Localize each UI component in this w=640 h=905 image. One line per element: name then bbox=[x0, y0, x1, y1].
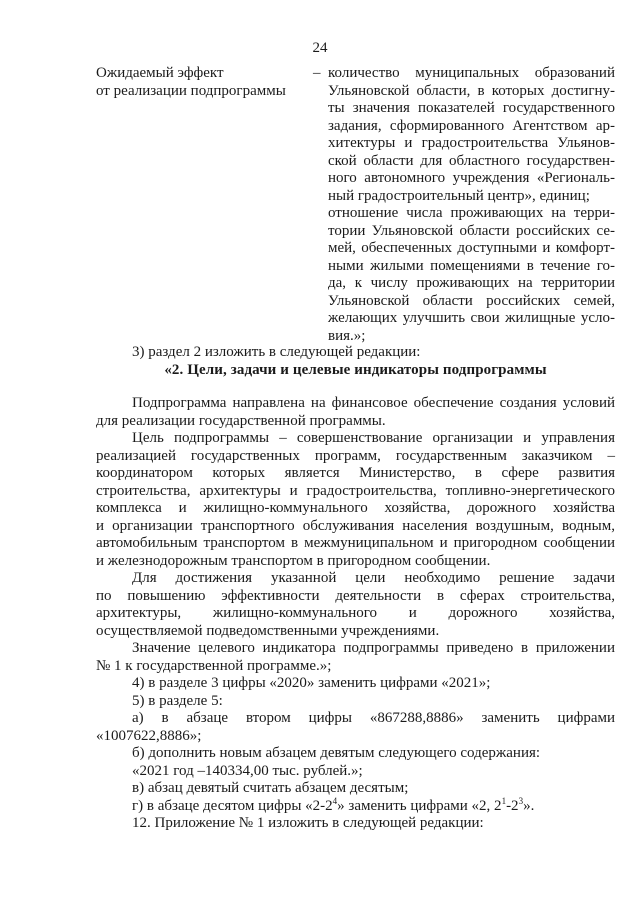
effect-line: отношение числа проживающих на терри- bbox=[328, 205, 615, 221]
effect-line: ными жилыми помещениями в течение го- bbox=[328, 257, 615, 274]
effect-line: да, к числу проживающих на территории bbox=[328, 275, 615, 291]
item-12: 12. Приложение № 1 изложить в следующей редакции: bbox=[132, 815, 484, 831]
paragraph-3: Для достижения указанной цели необходимо решение задачи по повышению эффективности деятельности в сферах строительства, архитектуры, жилищно-коммунального и дорожного хозяйства, осуществляемой подведомственными учреждениями. bbox=[96, 570, 615, 639]
section3-item: 3) раздел 2 изложить в следующей редакции: bbox=[132, 344, 421, 360]
item-5b: б) дополнить новым абзацем девятым следующего содержания: bbox=[132, 745, 541, 761]
effect-line: тории Ульяновской области российских се- bbox=[328, 222, 615, 239]
item-5a: а) в абзаце втором цифры «867288,8886» заменить цифрами «1007622,8886»; bbox=[96, 710, 615, 744]
effect-line: ный градостроительный центр», единиц; bbox=[328, 187, 590, 204]
item-5: 5) в разделе 5: bbox=[132, 693, 223, 709]
effect-line: мей, обеспеченных доступными и комфорт- bbox=[328, 240, 615, 256]
effect-line: Ульяновской области, в которых достигну- bbox=[328, 82, 615, 99]
paragraph-2: Цель подпрограммы – совершенствование организации и управления реализацией государственных программ, государственным заказчиком – координатором которых является Министерство, в сфере развития строительства, архитектуры и градостроительства, топливно-энергетического комплекса и жилищно-коммунального хозяйства, дорожного хозяйства и организации транспортного обслуживания населения воздушным, водным, автомобильным транспортом в межмуниципальном и пригородном сообщении и железнодорожным транспортом в пригородном сообщении. bbox=[96, 430, 615, 569]
effect-line: вия.»; bbox=[328, 327, 366, 344]
effect-label-line: от реализации подпрограммы bbox=[96, 82, 286, 99]
item-4: 4) в разделе 3 цифры «2020» заменить цифрами «2021»; bbox=[132, 675, 491, 691]
item-5g: г) в абзаце десятом цифры «$2-2^4$» заменить цифрами «2, $2^1-2^3$». bbox=[132, 796, 535, 814]
effect-description bbox=[328, 65, 615, 345]
section-heading: «2. Цели, задачи и целевые индикаторы подпрограммы bbox=[164, 362, 547, 378]
effect-line: Ульяновской области российских семей, bbox=[328, 292, 615, 309]
item-5b-quote: «2021 год –140334,00 тыс. рублей.»; bbox=[132, 763, 363, 779]
paragraph-1: Подпрограмма направлена на финансовое обеспечение создания условий для реализации государственной программы. bbox=[96, 395, 615, 429]
paragraph-4: Значение целевого индикатора подпрограммы приведено в приложении № 1 к государственной программе.»; bbox=[96, 640, 615, 674]
effect-label-line: Ожидаемый эффект bbox=[96, 65, 224, 81]
effect-label bbox=[96, 65, 306, 100]
effect-line: ты значения показателей государственного bbox=[328, 100, 615, 116]
effect-line: количество муниципальных образований bbox=[328, 65, 615, 81]
effect-line: ской области для областного государствен- bbox=[328, 152, 615, 169]
page-number: 24 bbox=[312, 40, 328, 56]
effect-line: задания, сформированного Агентством ар- bbox=[328, 117, 615, 134]
effect-line: желающих улучшить свои жилищные усло- bbox=[328, 310, 615, 326]
effect-dash: – bbox=[313, 65, 321, 81]
item-5v: в) абзац девятый считать абзацем десятым; bbox=[132, 780, 409, 796]
effect-line: ного автономного учреждения «Региональ- bbox=[328, 170, 615, 186]
effect-line: хитектуры и градостроительства Ульянов- bbox=[328, 135, 615, 151]
